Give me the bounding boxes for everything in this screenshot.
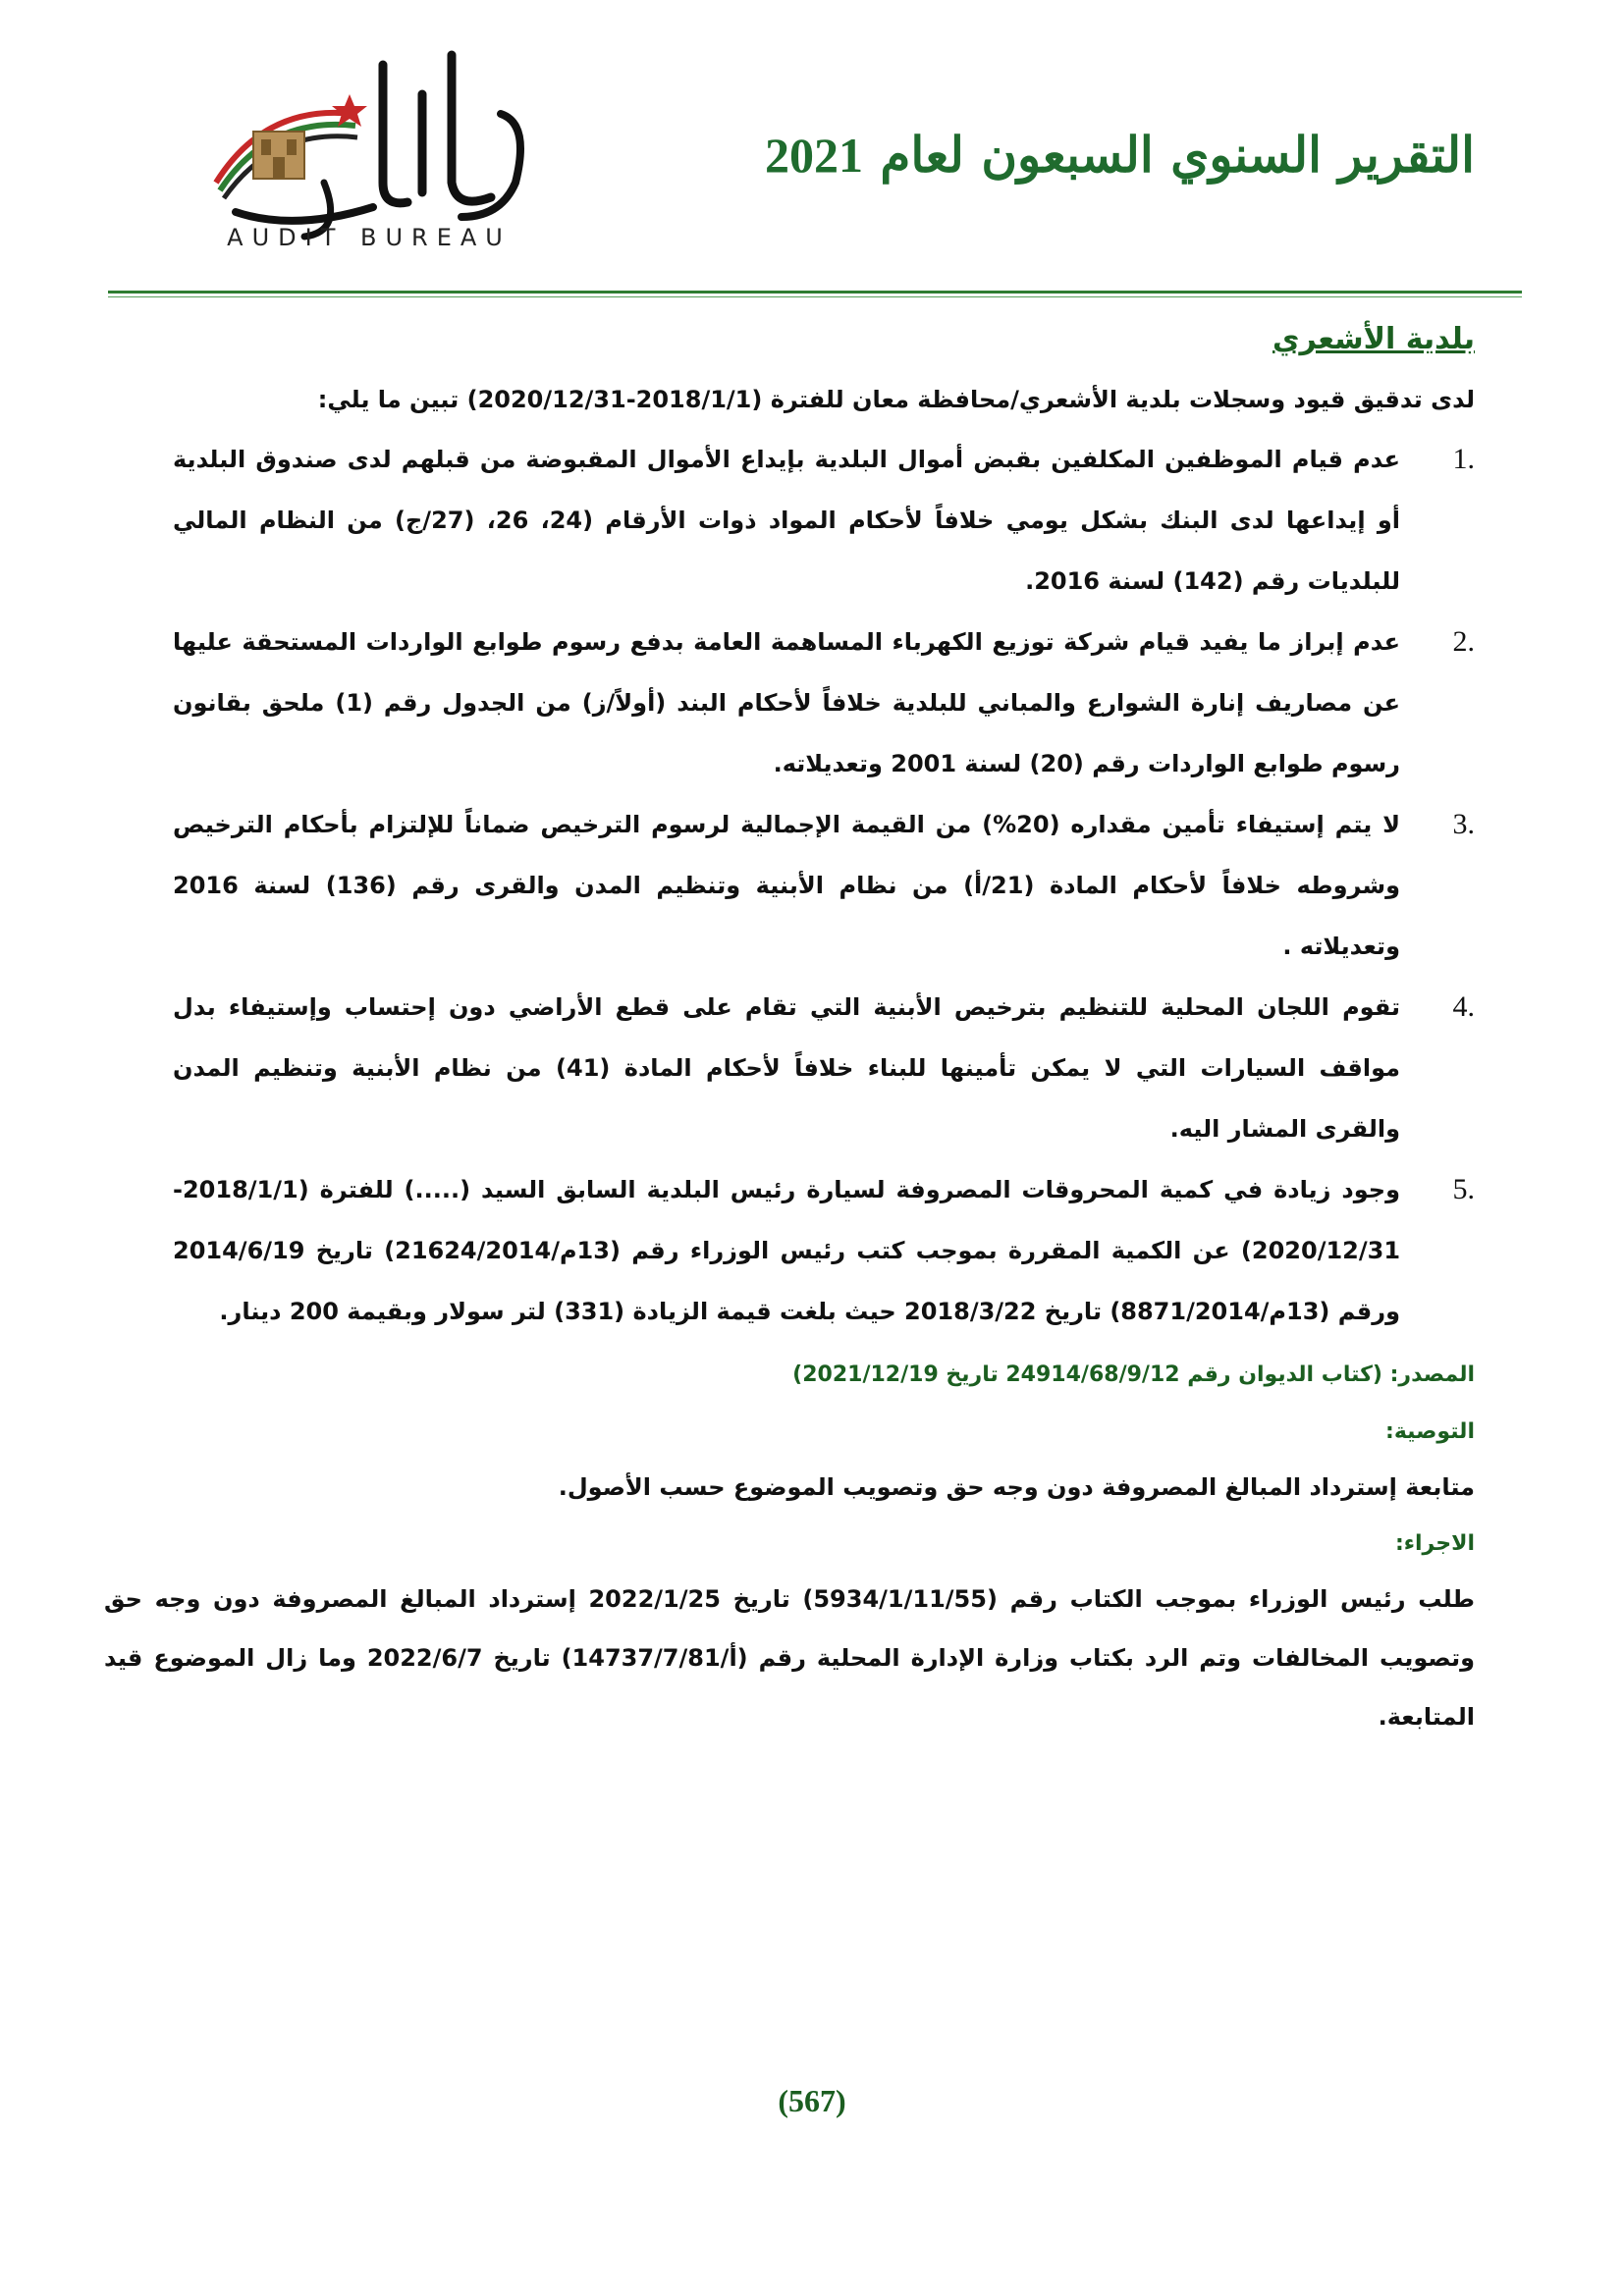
finding-text: تقوم اللجان المحلية للتنظيم بترخيص الأبنية التي تقام على قطع الأراضي دون إحتساب وإستيفاء بدل مواقف السيارات التي لا يمكن تأمينها للبناء خلافاً لأحكام المادة (41) من نظام الأبنية وتنظيم المدن والقرى المشار اليه.: [173, 993, 1400, 1143]
finding-item: [173, 977, 1475, 1159]
source-reference: المصدر: (كتاب الديوان رقم 24914/68/9/12 تاريخ 2021/12/19): [792, 1362, 1475, 1387]
finding-text: وجود زيادة في كمية المحروقات المصروفة لسيارة رئيس البلدية السابق السيد (.....) للفترة (2018/1/1-2020/12/31) عن الكمية المقررة بموجب كتب رئيس الوزراء رقم (13م/21624/2014) تاريخ 2014/6/19 ورقم (13م/8871/2014) تاريخ 2018/3/22 حيث بلغت قيمة الزيادة (331) لتر سولار وبقيمة 200 دينار.: [173, 1176, 1401, 1325]
report-title-text: التقرير السنوي السبعون لعام: [880, 126, 1475, 184]
finding-number: 2.: [1452, 625, 1475, 658]
section-title: بلدية الأشعري: [1272, 322, 1475, 356]
main-content: [104, 312, 1476, 1746]
header-rule-thin: [108, 296, 1522, 297]
findings-list: [173, 429, 1475, 1342]
finding-number: 3.: [1452, 808, 1475, 840]
finding-number: 5.: [1452, 1173, 1475, 1205]
report-year: 2021: [764, 128, 863, 183]
logo-caption: AUDIT BUREAU: [227, 224, 512, 251]
page-number: (567): [778, 2083, 846, 2118]
finding-text: لا يتم إستيفاء تأمين مقداره (20%) من القيمة الإجمالية لرسوم الترخيص ضماناً للإلتزام بأحكام الترخيص وشروطه خلافاً لأحكام المادة (21/أ) من نظام الأبنية وتنظيم المدن والقرى رقم (136) لسنة 2016 وتعديلاته .: [173, 811, 1400, 960]
logo-text: ديوان المحاسبة: [177, 35, 184, 36]
report-header-title: [764, 126, 1475, 184]
finding-item: [173, 429, 1475, 612]
finding-number: 4.: [1452, 990, 1475, 1023]
finding-number: 1.: [1452, 443, 1475, 475]
finding-item: [173, 1159, 1475, 1342]
action-heading: الاجراء:: [1394, 1531, 1475, 1556]
finding-item: [173, 612, 1475, 794]
finding-text: عدم إبراز ما يفيد قيام شركة توزيع الكهرباء المساهمة العامة بدفع رسوم طوابع الواردات المستحقة عليها عن مصاريف إنارة الشوارع والمباني للبلدية خلافاً لأحكام البند (أولاً/ز) من الجدول رقم (1) ملحق بقانون رسوم طوابع الواردات رقم (20) لسنة 2001 وتعديلاته.: [173, 628, 1400, 777]
header-rule: [108, 291, 1522, 294]
action-text: طلب رئيس الوزراء بموجب الكتاب رقم (5934/1/11/55) تاريخ 2022/1/25 إسترداد المبالغ المصروفة دون وجه حق وتصويب المخالفات وتم الرد بكتاب وزارة الإدارة المحلية رقم (أ/14737/7/81) تاريخ 2022/6/7 وما زال الموضوع قيد المتابعة.: [104, 1585, 1476, 1731]
intro-paragraph: لدى تدقيق قيود وسجلات بلدية الأشعري/محافظة معان للفترة (2018/1/1-2020/12/31) تبين ما يلي:: [317, 386, 1475, 413]
recommendation-text: متابعة إسترداد المبالغ المصروفة دون وجه حق وتصويب الموضوع حسب الأصول.: [558, 1473, 1475, 1501]
recommendation-heading: التوصية:: [1385, 1419, 1475, 1444]
finding-text: عدم قيام الموظفين المكلفين بقبض أموال البلدية بإيداع الأموال المقبوضة من قبلهم لدى صندوق البلدية أو إيداعها لدى البنك بشكل يومي خلافاً لأحكام المواد ذوات الأرقام (24، 26، (27/ج) من النظام المالي للبلديات رقم (142) لسنة 2016.: [173, 446, 1400, 595]
finding-item: [173, 794, 1475, 977]
